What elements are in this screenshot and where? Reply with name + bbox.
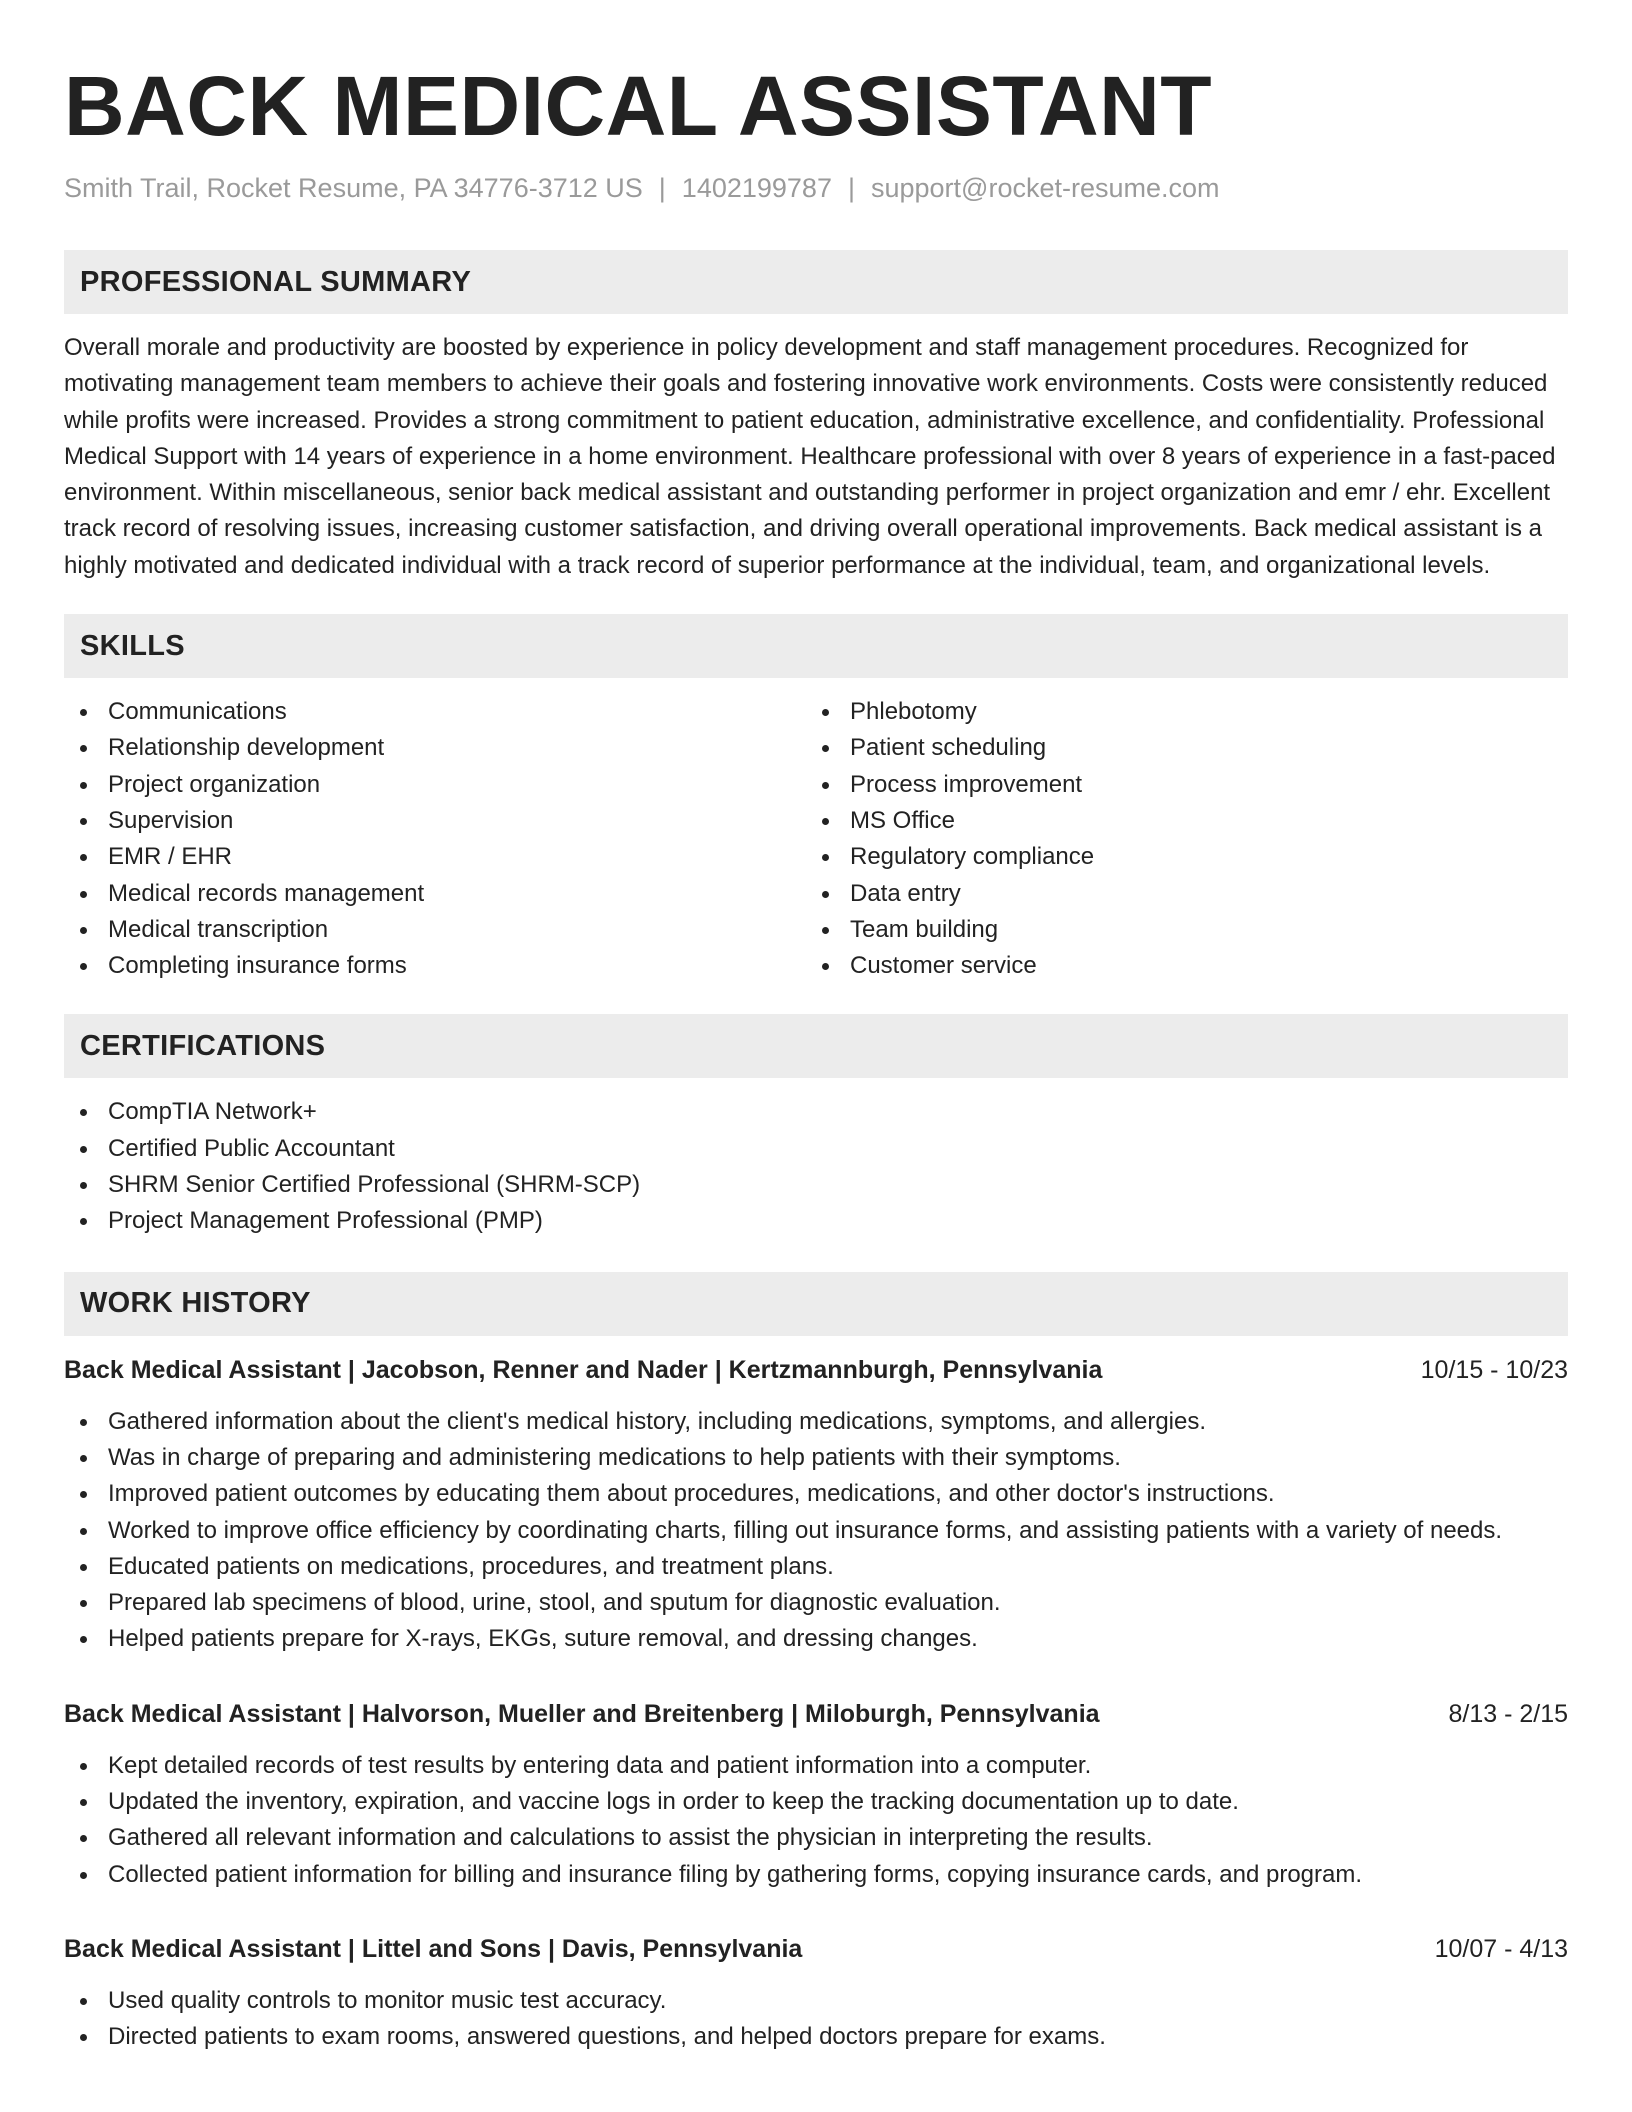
- contact-email: support@rocket-resume.com: [870, 173, 1220, 203]
- skill-item: Team building: [806, 912, 1548, 948]
- job-bullet: Collected patient information for billing and insurance filing by gathering forms, copying insurance cards, and program.: [64, 1857, 1568, 1893]
- job-title: Back Medical Assistant | Littel and Sons | Davis, Pennsylvania: [64, 1934, 803, 1963]
- contact-phone: 1402199787: [681, 173, 832, 203]
- skill-item: Process improvement: [806, 767, 1548, 803]
- job-bullets: [64, 1983, 1568, 2056]
- skills-grid: [64, 694, 1568, 984]
- job-bullet: Helped patients prepare for X-rays, EKGs, suture removal, and dressing changes.: [64, 1621, 1568, 1657]
- job-bullet: Improved patient outcomes by educating them about procedures, medications, and other doctor's instructions.: [64, 1476, 1568, 1512]
- resume-page: [64, 0, 1568, 2056]
- job-bullet: Kept detailed records of test results by entering data and patient information into a computer.: [64, 1748, 1568, 1784]
- skill-item: Patient scheduling: [806, 730, 1548, 766]
- job-header: [64, 1931, 1568, 1967]
- job-dates: 10/07 - 4/13: [1434, 1934, 1568, 1963]
- job-entry: [64, 1931, 1568, 2056]
- contact-line: [64, 170, 1568, 206]
- job-bullet: Educated patients on medications, procedures, and treatment plans.: [64, 1549, 1568, 1585]
- job-bullets: [64, 1404, 1568, 1658]
- job-bullets: [64, 1748, 1568, 1893]
- job-entry: [64, 1696, 1568, 1893]
- job-dates: 10/15 - 10/23: [1420, 1355, 1568, 1384]
- skill-item: Regulatory compliance: [806, 839, 1548, 875]
- skill-item: Phlebotomy: [806, 694, 1548, 730]
- skill-item: Medical records management: [64, 876, 806, 912]
- job-header: [64, 1696, 1568, 1732]
- section-header-skills: SKILLS: [64, 614, 1568, 678]
- skill-item: Completing insurance forms: [64, 948, 806, 984]
- section-header-work-history: WORK HISTORY: [64, 1272, 1568, 1336]
- section-header-summary: PROFESSIONAL SUMMARY: [64, 250, 1568, 314]
- certifications-list: [64, 1094, 1568, 1239]
- section-header-certifications: CERTIFICATIONS: [64, 1014, 1568, 1078]
- skills-list-left: [64, 694, 806, 984]
- resume-name: BACK MEDICAL ASSISTANT: [64, 59, 1213, 153]
- contact-separator: |: [847, 173, 855, 203]
- skill-item: Data entry: [806, 876, 1548, 912]
- contact-address: Smith Trail, Rocket Resume, PA 34776-3712 US: [64, 173, 643, 203]
- skill-item: Communications: [64, 694, 806, 730]
- skill-item: Medical transcription: [64, 912, 806, 948]
- job-title: Back Medical Assistant | Jacobson, Renner and Nader | Kertzmannburgh, Pennsylvania: [64, 1355, 1103, 1384]
- job-bullet: Prepared lab specimens of blood, urine, stool, and sputum for diagnostic evaluation.: [64, 1585, 1568, 1621]
- job-bullet: Gathered all relevant information and calculations to assist the physician in interpreting the results.: [64, 1820, 1568, 1856]
- certification-item: Project Management Professional (PMP): [64, 1203, 1568, 1239]
- skill-item: EMR / EHR: [64, 839, 806, 875]
- job-bullet: Gathered information about the client's medical history, including medications, symptoms, and allergies.: [64, 1404, 1568, 1440]
- summary-text: Overall morale and productivity are boosted by experience in policy development and staff management procedures. Recognized for motivating management team members to achieve their goals and fostering innovative work environments. Costs were consistently reduced while profits were increased. Provides a strong commitment to patient education, administrative excellence, and confidentiality. Professional Medical Support with 14 years of experience in a home environment. Healthcare professional with over 8 years of experience in a fast-paced environment. Within miscellaneous, senior back medical assistant and outstanding performer in project organization and emr / ehr. Excellent track record of resolving issues, increasing customer satisfaction, and driving overall operational improvements. Back medical assistant is a highly motivated and dedicated individual with a track record of superior performance at the individual, team, and organizational levels.: [64, 334, 1556, 579]
- job-bullet: Used quality controls to monitor music test accuracy.: [64, 1983, 1568, 2019]
- contact-separator: |: [658, 173, 666, 203]
- skill-item: MS Office: [806, 803, 1548, 839]
- skill-item: Relationship development: [64, 730, 806, 766]
- job-title: Back Medical Assistant | Halvorson, Mueller and Breitenberg | Miloburgh, Pennsylvania: [64, 1699, 1100, 1728]
- job-dates: 8/13 - 2/15: [1448, 1699, 1568, 1728]
- skill-item: Customer service: [806, 948, 1548, 984]
- certification-item: SHRM Senior Certified Professional (SHRM-SCP): [64, 1167, 1568, 1203]
- job-entry: [64, 1352, 1568, 1658]
- job-bullet: Was in charge of preparing and administering medications to help patients with their symptoms.: [64, 1440, 1568, 1476]
- skill-item: Supervision: [64, 803, 806, 839]
- job-bullet: Worked to improve office efficiency by coordinating charts, filling out insurance forms, and assisting patients with a variety of needs.: [64, 1513, 1568, 1549]
- job-bullet: Updated the inventory, expiration, and vaccine logs in order to keep the tracking documentation up to date.: [64, 1784, 1568, 1820]
- skills-list-right: [806, 694, 1548, 984]
- job-bullet: Directed patients to exam rooms, answered questions, and helped doctors prepare for exams.: [64, 2019, 1568, 2055]
- certification-item: Certified Public Accountant: [64, 1131, 1568, 1167]
- job-header: [64, 1352, 1568, 1388]
- skill-item: Project organization: [64, 767, 806, 803]
- certification-item: CompTIA Network+: [64, 1094, 1568, 1130]
